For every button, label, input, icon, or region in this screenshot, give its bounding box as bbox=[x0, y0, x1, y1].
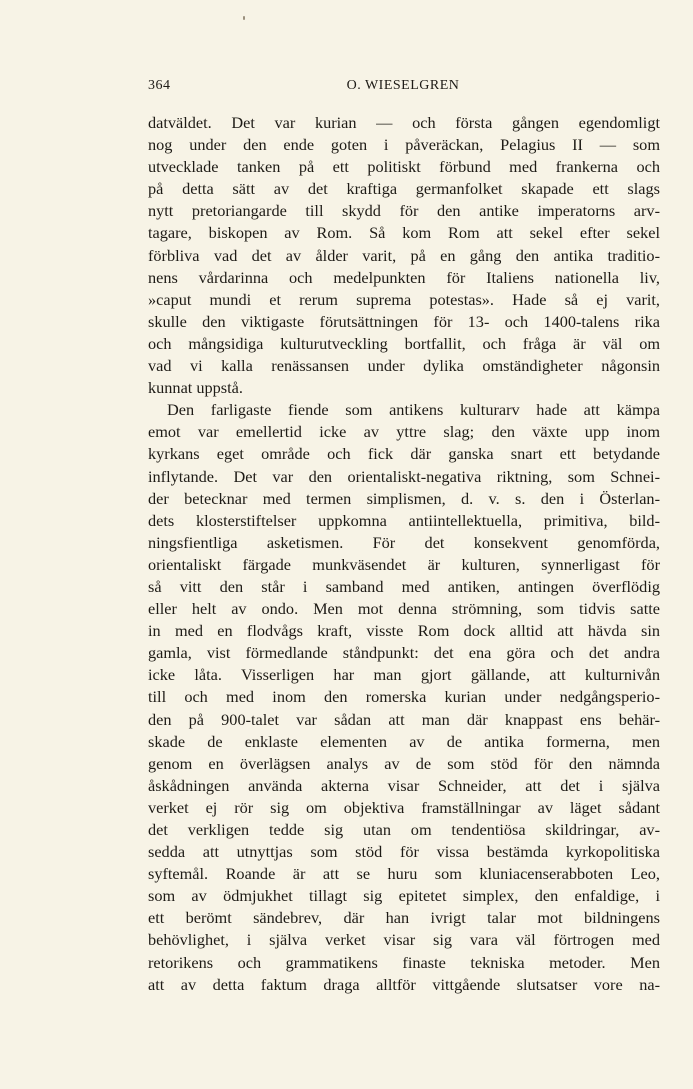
text-line: skade de enklaste elementen av de antika formerna, men bbox=[148, 731, 660, 751]
paper-speck bbox=[243, 16, 245, 20]
text-line: den på 900-talet var sådan att man där knappast ens behär- bbox=[148, 709, 660, 729]
text-line: kyrkans eget område och fick där ganska snart ett betydande bbox=[148, 444, 660, 464]
text-line: ett berömt sändebrev, där han ivrigt talar mot bildningens bbox=[148, 908, 660, 928]
text-line: kunnat uppstå. bbox=[148, 378, 243, 398]
running-head: O. WIESELGREN bbox=[346, 78, 460, 93]
text-line: skulle den viktigaste förutsättningen för 13- och 1400-talens rika bbox=[148, 311, 660, 331]
text-line: till och med inom den romerska kurian under nedgångsperio- bbox=[148, 687, 660, 707]
page-header bbox=[148, 78, 658, 98]
text-line: gamla, vist förmedlande ståndpunkt: det ena göra och det andra bbox=[148, 643, 660, 663]
text-line: nens vårdarinna och medelpunkten för Italiens nationella liv, bbox=[148, 267, 660, 287]
text-line: Den farligaste fiende som antikens kulturarv hade att kämpa bbox=[167, 400, 660, 420]
paragraph-1 bbox=[148, 112, 660, 399]
text-line: icke låta. Visserligen har man gjort gällande, att kulturnivån bbox=[148, 665, 660, 685]
text-line: emot var emellertid icke av yttre slag; den växte upp inom bbox=[148, 422, 660, 442]
text-line: att av detta faktum draga alltför vittgående slutsatser vore na- bbox=[148, 974, 660, 994]
text-line: förbliva vad det av ålder varit, på en gång den antika traditio- bbox=[148, 245, 660, 265]
text-line: nog under den ende goten i påveräckan, Pelagius II — som bbox=[148, 135, 660, 155]
text-line: sedda att utnyttjas som stöd för vissa bestämda kyrkopolitiska bbox=[148, 842, 660, 862]
text-line: retorikens och grammatikens finaste tekniska metoder. Men bbox=[148, 952, 660, 972]
page-number: 364 bbox=[148, 78, 171, 93]
text-line: och mångsidiga kulturutveckling bortfallit, och fråga är väl om bbox=[148, 333, 660, 353]
text-line: datväldet. Det var kurian — och första gången egendomligt bbox=[148, 113, 660, 132]
text-line: tagare, biskopen av Rom. Så kom Rom att sekel efter sekel bbox=[148, 223, 660, 243]
text-line: in med en flodvågs kraft, visste Rom dock alltid att hävda sin bbox=[148, 621, 660, 641]
text-line: syftemål. Roande är att se huru som kluniacenserabboten Leo, bbox=[148, 864, 660, 884]
body-text bbox=[148, 112, 660, 996]
text-line: utvecklade tanken på ett politiskt förbund med frankerna och bbox=[148, 157, 660, 177]
text-line: det verkligen tedde sig utan om tendentiösa skildringar, av- bbox=[148, 820, 660, 839]
text-line: dets klosterstiftelser uppkomna antiintellektuella, primitiva, bild- bbox=[148, 510, 660, 530]
text-line: »caput mundi et rerum suprema potestas». Hade så ej varit, bbox=[148, 289, 660, 309]
text-line: åskådningen använda akterna visar Schneider, att det i själva bbox=[148, 775, 660, 795]
text-line: nytt pretoriangarde till skydd för den antike imperatorns arv- bbox=[148, 201, 660, 221]
text-line: vad vi kalla renässansen under dylika omständigheter någonsin bbox=[148, 356, 660, 376]
text-line: der betecknar med termen simplismen, d. v. s. den i Österlan- bbox=[148, 488, 660, 508]
text-line: ningsfientliga asketismen. För det konsekvent genomförda, bbox=[148, 532, 660, 552]
text-line: behövlighet, i själva verket visar sig vara väl förtrogen med bbox=[148, 930, 660, 950]
text-line: på detta sätt av det kraftiga germanfolket skapade ett slags bbox=[148, 179, 660, 199]
paragraph-2 bbox=[148, 399, 660, 996]
text-line: inflytande. Det var den orientaliskt-negativa riktning, som Schnei- bbox=[148, 466, 660, 486]
text-line: så vitt den står i samband med antiken, antingen överflödig bbox=[148, 576, 660, 596]
text-line: verket ej rör sig om objektiva framställningar av läget sådant bbox=[148, 797, 660, 817]
text-line: som av ödmjukhet tillagt sig epitetet simplex, den enfaldige, i bbox=[148, 886, 660, 906]
text-line: eller helt av ondo. Men mot denna strömning, som tidvis satte bbox=[148, 599, 660, 619]
text-line: genom en överlägsen analys av de som stöd för den nämnda bbox=[148, 753, 660, 773]
text-line: orientaliskt färgade munkväsendet är kulturen, synnerligast för bbox=[148, 554, 660, 574]
